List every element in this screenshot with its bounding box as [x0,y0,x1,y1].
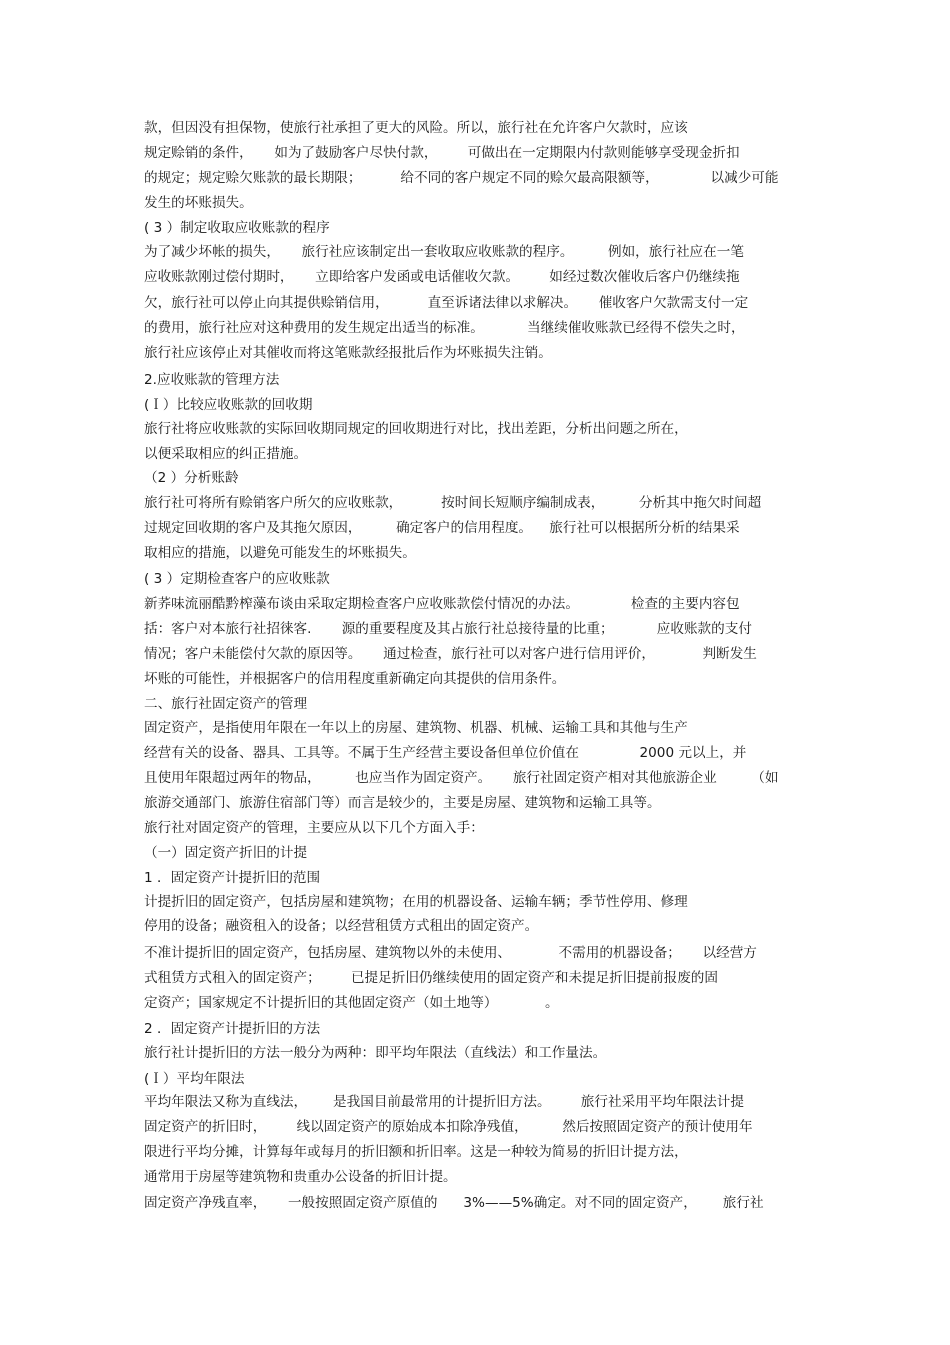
section-heading: (Ｉ）比较应收账款的回收期 [144,397,313,413]
text-line: 款，但因没有担保物，使旅行社承担了更大的风险。所以，旅行社在允许客户欠款时，应该 [144,120,688,136]
text-line: 过规定回收期的客户及其拖欠原因， 确定客户的信用程度。 旅行社可以根据所分析的结果采 [144,520,740,536]
text-line: 固定资产的折旧时， 线以固定资产的原始成本扣除净残值， 然后按照固定资产的预计使用年 [144,1119,753,1135]
text-line: 旅行社对固定资产的管理，主要应从以下几个方面入手： [144,820,484,836]
section-heading: 2 ．固定资产计提折旧的方法 [144,1021,321,1037]
text-line: 发生的坏账损失。 [144,195,253,211]
text-line: 固定资产，是指使用年限在一年以上的房屋、建筑物、机器、机械、运输工具和其他与生产 [144,720,688,736]
text-line: 通常用于房屋等建筑物和贵重办公设备的折旧计提。 [144,1169,457,1185]
text-line: 应收账款刚过偿付期时， 立即给客户发函或电话催收欠款。 如经过数次催收后客户仍继续拖 [144,269,740,285]
text-line: 计提折旧的固定资产，包括房屋和建筑物；在用的机器设备、运输车辆；季节性停用、修理 [144,894,688,910]
text-line: 式租赁方式租入的固定资产； 已提足折旧仍继续使用的固定资产和未提足折旧提前报废的固 [144,970,718,986]
text-line: 旅行社将应收账款的实际回收期同规定的回收期进行对比，找出差距，分析出问题之所在， [144,421,688,437]
text-line: 以便采取相应的纠正措施。 [144,446,308,462]
text-line: 旅行社计提折旧的方法一般分为两种：即平均年限法（直线法）和工作量法。 [144,1045,607,1061]
text-line: 新荞味流丽酷黔榨藻布谈由采取定期检查客户应收账款偿付情况的办法。 检查的主要内容包 [144,596,740,612]
text-line: 为了减少坏帐的损失， 旅行社应该制定出一套收取应收账款的程序。 例如，旅行社应在一笔 [144,244,744,260]
text-line: 且使用年限超过两年的物品， 也应当作为固定资产。 旅行社固定资产相对其他旅游企业 （如 [144,770,779,786]
text-line: 平均年限法又称为直线法， 是我国目前最常用的计提折旧方法。 旅行社采用平均年限法计提 [144,1094,744,1110]
text-line: 的规定；规定赊欠账款的最长期限； 给不同的客户规定不同的赊欠最高限额等， 以减少可能 [144,170,779,186]
section-heading: （2 ）分析账龄 [144,470,239,486]
text-line: 情况；客户未能偿付欠款的原因等。 通过检查，旅行社可以对客户进行信用评价， 判断发生 [144,646,757,662]
text-line: 旅行社可将所有赊销客户所欠的应收账款， 按时间长短顺序编制成表， 分析其中拖欠时间超 [144,495,762,511]
text-line: 规定赊销的条件， 如为了鼓励客户尽快付款， 可做出在一定期限内付款则能够享受现金折扣 [144,145,740,161]
section-heading: 2.应收账款的管理方法 [144,372,280,388]
text-line: 坏账的可能性，并根据客户的信用程度重新确定向其提供的信用条件。 [144,671,566,687]
text-line: 括：客户对本旅行社招徕客. 源的重要程度及其占旅行社总接待量的比重； 应收账款的支付 [144,621,752,637]
text-line: 取相应的措施，以避免可能发生的坏账损失。 [144,545,416,561]
section-heading: (Ｉ）平均年限法 [144,1071,245,1087]
section-heading: ( 3 ）定期检查客户的应收账款 [144,571,330,587]
section-heading: （一）固定资产折旧的计提 [144,845,308,861]
section-heading: 1 ．固定资产计提折旧的范围 [144,870,321,886]
text-line: 旅行社应该停止对其催收而将这笔账款经报批后作为坏账损失注销。 [144,345,552,361]
text-line: 限进行平均分摊，计算每年或每月的折旧额和折旧率。这是一种较为简易的折旧计提方法， [144,1144,688,1160]
text-line: 旅游交通部门、旅游住宿部门等）而言是较少的，主要是房屋、建筑物和运输工具等。 [144,795,661,811]
text-line: 不准计提折旧的固定资产，包括房屋、建筑物以外的未使用、 不需用的机器设备； 以经营方 [144,945,757,961]
text-line: 停用的设备；融资租入的设备；以经营租赁方式租出的固定资产。 [144,918,539,934]
text-line: 固定资产净残直率， 一般按照固定资产原值的 3%——5%确定。对不同的固定资产， 旅行社 [144,1195,764,1211]
text-line: 的费用，旅行社应对这种费用的发生规定出适当的标准。 当继续催收账款已经得不偿失之时， [144,320,745,336]
section-heading: 二、旅行社固定资产的管理 [144,696,308,712]
text-line: 定资产；国家规定不计提折旧的其他固定资产（如土地等） 。 [144,995,559,1011]
text-line: 经营有关的设备、器具、工具等。不属于生产经营主要设备但单位价值在 2000 元以上，并 [144,745,747,761]
section-heading: ( 3 ）制定收取应收账款的程序 [144,220,330,236]
text-line: 欠，旅行社可以停止向其提供赊销信用， 直至诉诸法律以求解决。 催收客户欠款需支付一定 [144,295,749,311]
